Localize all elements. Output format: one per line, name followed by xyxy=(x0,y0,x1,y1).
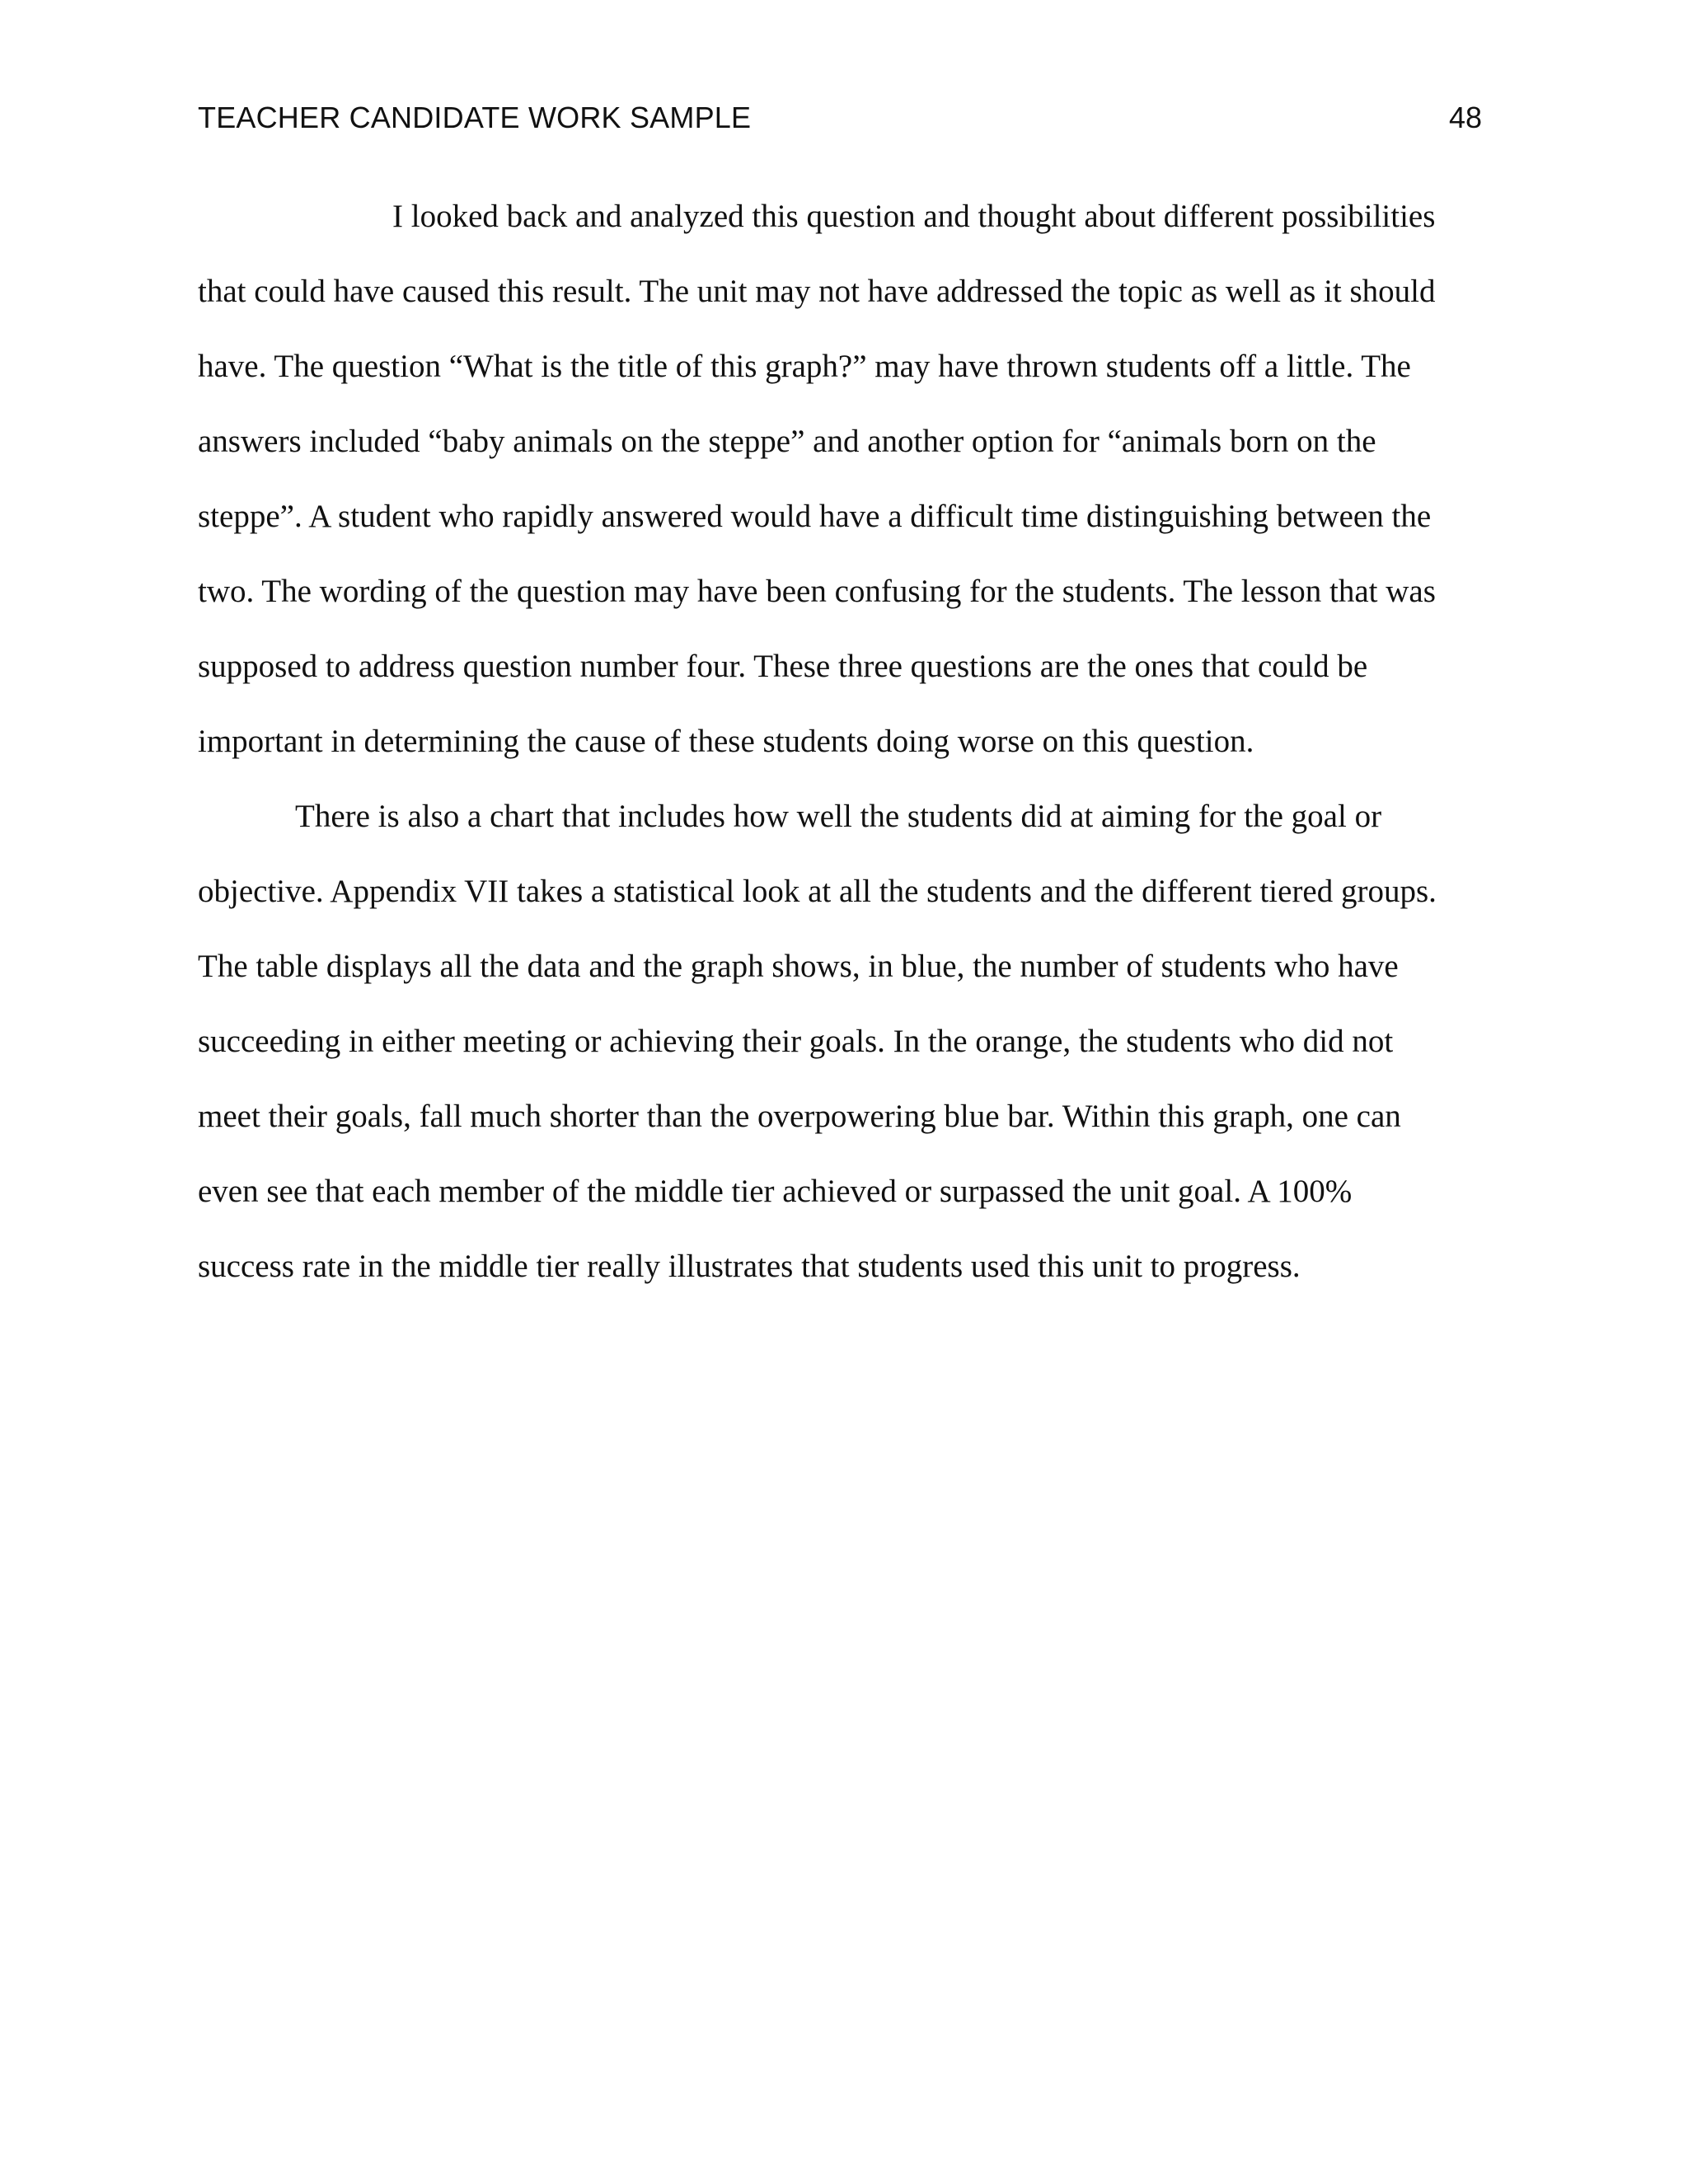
page-number: 48 xyxy=(1448,101,1482,134)
paragraph-1-line-4: answers included “baby animals on the steppe” and another option for “animals born on the xyxy=(198,424,1376,459)
paragraph-2-line-4: succeeding in either meeting or achieving their goals. In the orange, the students who did not xyxy=(198,1024,1394,1059)
paragraph-1-line-5: steppe”. A student who rapidly answered would have a difficult time distinguishing between the xyxy=(198,499,1432,534)
paragraph-1-line-1: I looked back and analyzed this question and thought about different possibilities xyxy=(392,199,1436,234)
running-head: TEACHER CANDIDATE WORK SAMPLE xyxy=(198,101,752,134)
paragraph-2-line-6: even see that each member of the middle tier achieved or surpassed the unit goal. A 100% xyxy=(198,1174,1353,1209)
paragraph-1-line-8: important in determining the cause of these students doing worse on this question. xyxy=(198,724,1254,759)
paragraph-2-line-1: There is also a chart that includes how well the students did at aiming for the goal or xyxy=(295,799,1382,834)
paragraph-2-line-7: success rate in the middle tier really illustrates that students used this unit to progress. xyxy=(198,1249,1301,1284)
paragraph-1-line-2: that could have caused this result. The unit may not have addressed the topic as well as it should xyxy=(198,274,1436,309)
paragraph-1-line-6: two. The wording of the question may have been confusing for the students. The lesson that was xyxy=(198,574,1436,609)
paragraph-2-line-3: The table displays all the data and the graph shows, in blue, the number of students who have xyxy=(198,949,1399,984)
paragraph-1-line-7: supposed to address question number four. These three questions are the ones that could be xyxy=(198,649,1368,684)
paragraph-1-line-3: have. The question “What is the title of this graph?” may have thrown students off a little. The xyxy=(198,349,1411,384)
paragraph-2-line-2: objective. Appendix VII takes a statistical look at all the students and the different tiered groups. xyxy=(198,874,1437,909)
paragraph-2-line-5: meet their goals, fall much shorter than the overpowering blue bar. Within this graph, one can xyxy=(198,1099,1401,1134)
